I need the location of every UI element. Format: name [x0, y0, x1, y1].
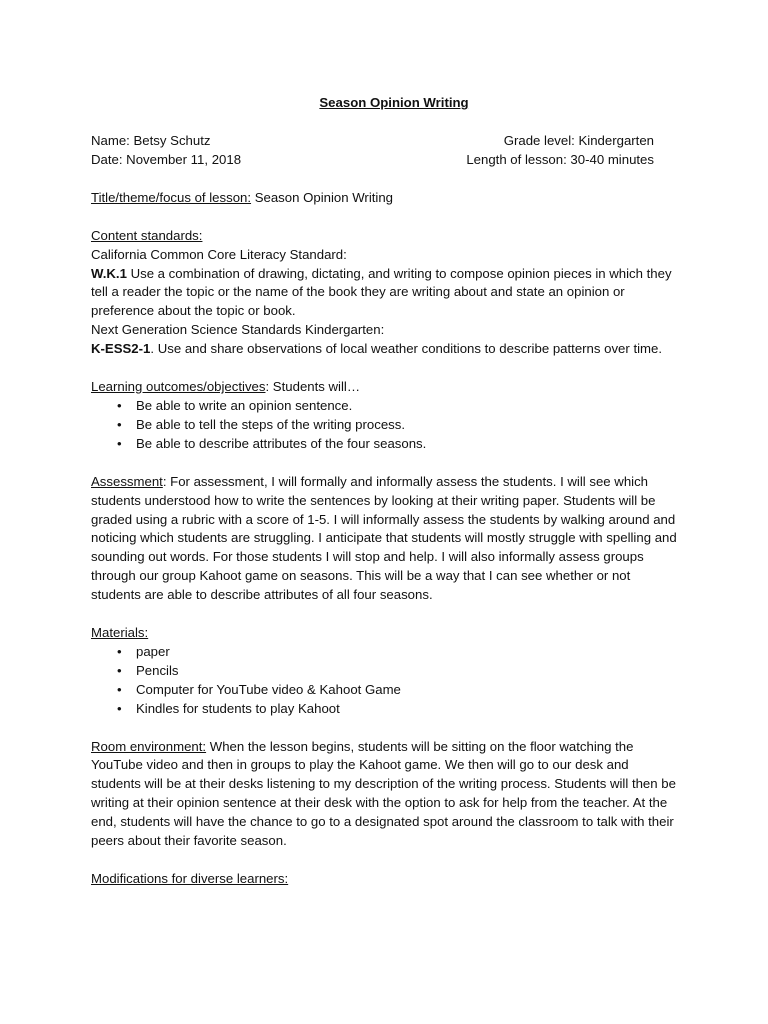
objectives-suffix: : Students will… — [265, 379, 361, 395]
content-standards-heading: Content standards: — [91, 227, 203, 243]
standard-kess2-1 — [91, 340, 681, 359]
document-title: Season Opinion Writing — [319, 95, 469, 110]
modifications-suffix: : — [284, 871, 289, 886]
standard-kess-text: . Use and share observations of local weather conditions to describe patterns over time. — [150, 341, 663, 357]
materials-list — [91, 643, 681, 719]
assessment-paragraph — [91, 473, 681, 605]
list-item: • Be able to describe attributes of the four seasons. — [91, 435, 681, 454]
focus-value: Season Opinion Writing — [251, 189, 394, 205]
document-page — [91, 94, 681, 889]
modifications-label: Modifications for diverse learners — [91, 871, 285, 886]
assessment-text: : For assessment, I will formally and informally assess the students. I will see which students understood how to write the sentences by looking at their writing paper. Students will be graded using a rubric with a score of 1-5. I will informally assess the students by walking around and noticing which students are struggling. I anticipate that students will mostly struggle with spelling and sounding out words. For those students I will stop and help. I will also informally assess groups through our group Kahoot game on seasons. This will be a way that I can see whether or not students are able to describe attributes of all four seasons. — [91, 473, 677, 603]
modifications-heading — [91, 870, 681, 889]
list-item: • Pencils — [91, 662, 681, 681]
objectives-list — [91, 397, 681, 454]
room-text: When the lesson begins, students will be sitting on the floor watching the YouTube video and then in groups to play the Kahoot game. We then will go to our desk and students will be at their desks listening to my description of the writing process. Students will then be writing at their opinion sentence at their desk with the option to ask for help from the teacher. At the end, students will have the chance to go to a designated spot around the classroom to talk with their peers about their favorite season. — [91, 738, 676, 849]
ccss-title: California Common Core Literacy Standard: — [91, 246, 347, 262]
room-label: Room environment: — [91, 738, 207, 754]
objectives-heading — [91, 378, 681, 397]
header-row-2 — [91, 151, 654, 170]
teacher-name: Name: Betsy Schutz — [91, 133, 211, 148]
room-environment-paragraph — [91, 738, 681, 851]
list-item: • Be able to write an opinion sentence. — [91, 397, 681, 416]
list-item: • Computer for YouTube video & Kahoot Game — [91, 681, 681, 700]
standard-wk1 — [91, 265, 681, 322]
focus-label: Title/theme/focus of lesson: — [91, 189, 252, 205]
lesson-focus — [91, 189, 681, 208]
lesson-length: Length of lesson: 30-40 minutes — [466, 151, 654, 167]
list-item: • paper — [91, 643, 681, 662]
standard-wk1-code: W.K.1 — [91, 265, 127, 281]
list-item: • Kindles for students to play Kahoot — [91, 700, 681, 719]
objectives-label: Learning outcomes/objectives — [91, 379, 266, 395]
ngss-title: Next Generation Science Standards Kindergarten: — [91, 322, 385, 338]
assessment-label: Assessment — [91, 473, 163, 489]
materials-heading: Materials: — [91, 625, 149, 641]
grade-level: Grade level: Kindergarten — [503, 133, 654, 148]
header-row-1 — [91, 132, 654, 151]
standard-kess-code: K-ESS2-1 — [91, 341, 151, 357]
standard-wk1-text: Use a combination of drawing, dictating, and writing to compose opinion pieces in which they tell a reader the topic or the name of the book they are writing about and state an opinion or preference about the topic or book. — [91, 265, 672, 319]
lesson-date: Date: November 11, 2018 — [91, 151, 242, 167]
list-item: • Be able to tell the steps of the writing process. — [91, 416, 681, 435]
